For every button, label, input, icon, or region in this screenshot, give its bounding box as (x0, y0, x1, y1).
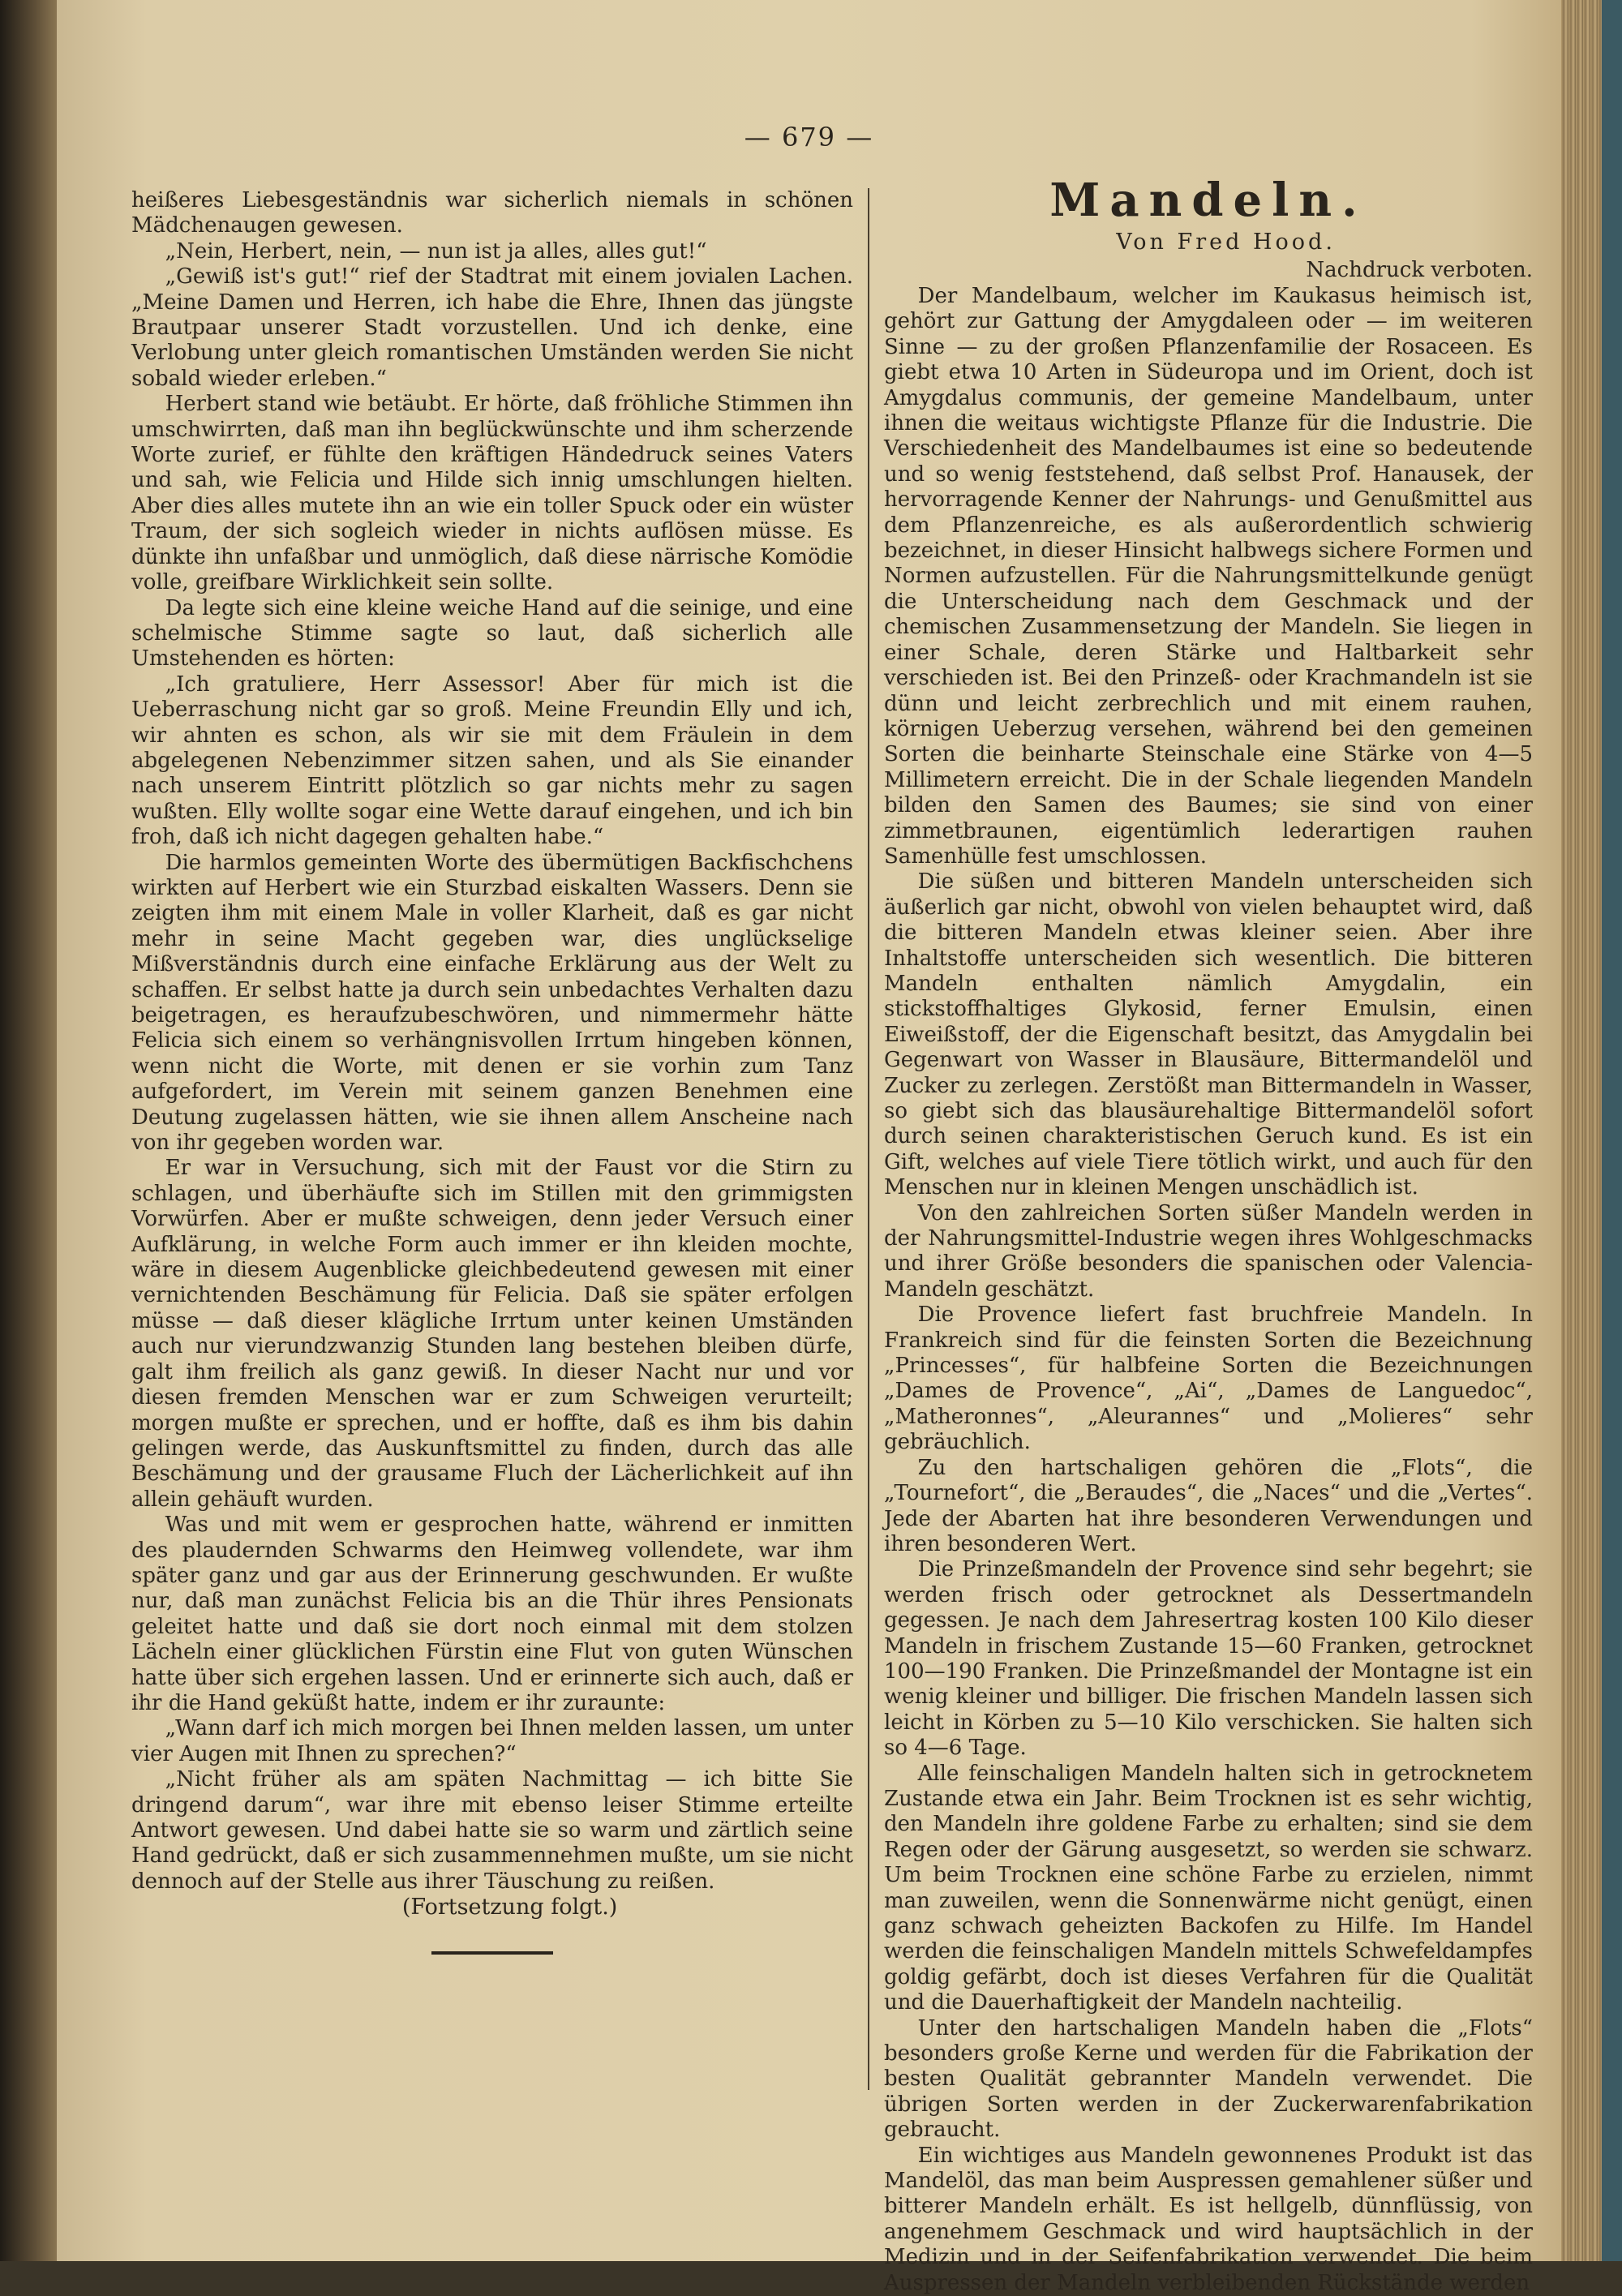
article-paragraph: Von den zahlreichen Sorten süßer Mandeln werden in der Nahrungsmittel-Industrie wegen ihres Wohlgeschmacks und ihrer Größe besonders die spanischen oder Valencia-Mandeln geschätzt. (884, 1200, 1533, 1302)
story-paragraph: „Wann darf ich mich morgen bei Ihnen melden lassen, um unter vier Augen mit Ihnen zu sprechen?“ (131, 1716, 853, 1766)
article-paragraph: Alle feinschaligen Mandeln halten sich in getrocknetem Zustande etwa ein Jahr. Beim Trocknen ist es sehr wichtig, den Mandeln ihre goldene Farbe zu erhalten; sind sie dem Regen oder der Gärung ausgesetzt, so werden sie schwarz. Um beim Trocknen eine schöne Farbe zu erzielen, nimmt man zuweilen, wenn die Sonnenwärme nicht genügt, einen ganz schwach geheizten Backofen zu Hilfe. Im Handel werden die feinschaligen Mandeln mittels Schwefeldampfes goldig gefärbt, doch ist dieses Verfahren für die Qualität und die Dauerhaftigkeit der Mandeln nachteilig. (884, 1761, 1533, 2015)
cover-edge (1602, 0, 1622, 2261)
story-paragraph: „Nein, Herbert, nein, — nun ist ja alles, alles gut!“ (165, 238, 707, 264)
article-byline: Von Fred Hood. (1116, 230, 1336, 255)
article-title: Mandeln. (1049, 174, 1367, 227)
column-divider (868, 188, 869, 2090)
article-paragraph: Die Provence liefert fast bruchfreie Mandeln. In Frankreich sind für die feinsten Sorten die Bezeichnung „Princesses“, für halbfeine Sorten die Bezeichnungen „Dames de Provence“, „Ai“, „Dames de Languedoc“, „Matheronnes“, „Aleurannes“ und „Molieres“ sehr gebräuchlich. (884, 1302, 1533, 1455)
story-paragraph: Die harmlos gemeinten Worte des übermütigen Backfischchens wirkten auf Herbert wie ein Sturzbad eiskalten Wassers. Denn sie zeigten ihm mit einem Male in voller Klarheit, daß es gar nicht mehr in seine Macht gegeben war, dies unglückselige Mißverständnis durch eine einfache Erklärung aus der Welt zu schaffen. Er selbst hatte ja durch sein unbedachtes Verhalten dazu beigetragen, es heraufzubeschwören, und nimmermehr hätte Felicia sich einem so verhängnisvollen Irrtum hingeben können, wenn nicht die Worte, mit denen er sie vorhin zum Tanz aufgefordert, im Verein mit seinem ganzen Benehmen eine Deutung zugelassen hätten, wie sie ihnen allem Anscheine nach von ihr gegeben worden war. (131, 850, 853, 1156)
reprint-notice: Nachdruck verboten. (1306, 258, 1533, 282)
story-paragraph: heißeres Liebesgeständnis war sicherlich niemals in schönen Mädchenaugen gewesen. (131, 188, 853, 238)
article-paragraph: Der Mandelbaum, welcher im Kaukasus heimisch ist, gehört zur Gattung der Amygdaleen oder — im weiteren Sinne — zu der großen Pflanzenfamilie der Rosaceen. Es giebt etwa 10 Arten in Südeuropa und im Orient, doch ist Amygdalus communis, der gemeine Mandelbaum, unter ihnen die weitaus wichtigste Pflanze für die Industrie. Die Verschiedenheit des Mandelbaumes ist eine so bedeutende und so wenig feststehend, daß selbst Prof. Hanausek, der hervorragende Kenner der Nahrungs- und Genußmittel aus dem Pflanzenreiche, es als außerordentlich schwierig bezeichnet, in dieser Hinsicht halbwegs sichere Formen und Normen aufzustellen. Für die Nahrungsmittelkunde genügt die Unterscheidung nach dem Geschmack und der chemischen Zusammensetzung der Mandeln. Sie liegen in einer Schale, deren Stärke und Haltbarkeit sehr verschieden ist. Bei den Prinzeß- oder Krachmandeln ist sie dünn und leicht zerbrechlich und mit einem rauhen, körnigen Ueberzug versehen, während bei den gemeinen Sorten die beinharte Steinschale eine Stärke von 4—5 Millimetern erreicht. Die in der Schale liegenden Mandeln bilden den Samen des Baumes; sie sind von einer zimmetbraunen, eigentümlich lederartigen rauhen Samenhülle fest umschlossen. (884, 284, 1533, 869)
story-paragraph: Da legte sich eine kleine weiche Hand auf die seinige, und eine schelmische Stimme sagte so laut, daß sicherlich alle Umstehenden es hörten: (131, 595, 853, 672)
story-paragraph: „Nicht früher als am späten Nachmittag — ich bitte Sie dringend darum“, war ihre mit ebenso leiser Stimme erteilte Antwort gewesen. Und dabei hatte sie so warm und zärtlich seine Hand gedrückt, daß er sich zusammennehmen mußte, um sie nicht dennoch auf der Stelle aus ihrer Täuschung zu reißen. (131, 1767, 853, 1894)
story-paragraph: „Gewiß ist's gut!“ rief der Stadtrat mit einem jovialen Lachen. „Meine Damen und Herren, ich habe die Ehre, Ihnen das jüngste Brautpaar unserer Stadt vorzustellen. Und ich denke, eine Verlobung unter gleich romantischen Umständen werden Sie nicht sobald wieder erleben.“ (131, 264, 853, 391)
continuation-note: (Fortsetzung folgt.) (401, 1895, 618, 1920)
story-paragraph: „Ich gratuliere, Herr Assessor! Aber für mich ist die Ueberraschung nicht gar so groß. Meine Freundin Elly und ich, wir ahnten es schon, als wir sie mit dem Fräulein in dem abgelegenen Nebenzimmer sitzen sahen, und als Sie einander nach unserem Eintritt plötzlich so gar nichts mehr zu sagen wußten. Elly wollte sogar eine Wette darauf eingehen, und ich bin froh, daß ich nicht dagegen gehalten habe.“ (131, 672, 853, 850)
article-paragraph: Ein wichtiges aus Mandeln gewonnenes Produkt ist das Mandelöl, das man beim Auspressen gemahlener süßer und bitterer Mandeln erhält. Es ist hellgelb, dünnflüssig, von angenehmem Geschmack und wird hauptsächlich in der Medizin und in der Seifenfabrikation verwendet. Die beim Auspressen der Mandeln verbleibenden Rückstände werden (884, 2143, 1533, 2295)
article-paragraph: Die süßen und bitteren Mandeln unterscheiden sich äußerlich gar nicht, obwohl von vielen behauptet wird, daß die bitteren Mandeln etwas kleiner seien. Aber ihre Inhaltstoffe unterscheiden sich wesentlich. Die bitteren Mandeln enthalten nämlich Amygdalin, ein stickstoffhaltiges Glykosid, ferner Emulsin, einen Eiweißstoff, der die Eigenschaft besitzt, das Amygdalin bei Gegenwart von Wasser in Blausäure, Bittermandelöl und Zucker zu zerlegen. Zerstößt man Bittermandeln in Wasser, so giebt sich das blausäurehaltige Bittermandelöl sofort durch seinen charakteristischen Geruch kund. Es ist ein Gift, welches auf viele Tiere tötlich wirkt, und auch für den Menschen nur in kleinen Mengen unschädlich ist. (884, 869, 1533, 1200)
article-paragraph: Zu den hartschaligen gehören die „Flots“, die „Tournefort“, die „Beraudes“, die „Naces“ und die „Vertes“. Jede der Abarten hat ihre besonderen Verwendungen und ihren besonderen Wert. (884, 1455, 1533, 1556)
page-number: — 679 — (744, 122, 874, 152)
end-rule (431, 1951, 553, 1955)
article-paragraph: Unter den hartschaligen Mandeln haben die „Flots“ besonders große Kerne und werden für die Fabrikation der besten Qualität gebrannter Mandeln verwendet. Die übrigen Sorten werden in der Zuckerwarenfabrikation gebraucht. (884, 2015, 1533, 2143)
article-paragraph: Die Prinzeßmandeln der Provence sind sehr begehrt; sie werden frisch oder getrocknet als Dessertmandeln gegessen. Je nach dem Jahresertrag kosten 100 Kilo dieser Mandeln in frischem Zustande 15—60 Franken, getrocknet 100—190 Franken. Die Prinzeßmandel der Montagne ist ein wenig kleiner und billiger. Die frischen Mandeln lassen sich leicht in Körben zu 5—10 Kilo verschicken. Sie halten sich so 4—6 Tage. (884, 1557, 1533, 1761)
binding-edge (0, 0, 57, 2261)
story-paragraph: Herbert stand wie betäubt. Er hörte, daß fröhliche Stimmen ihn umschwirrten, daß man ihn beglückwünschte und ihm scherzende Worte zurief, er fühlte den kräftigen Händedruck seines Vaters und sah, wie Felicia und Hilde sich innig umschlungen hielten. Aber dies alles mutete ihn an wie ein toller Spuck oder ein wüster Traum, der sich sogleich wieder in nichts auflösen müsse. Es dünkte ihn unfaßbar und unmöglich, daß diese närrische Komödie volle, greifbare Wirklichkeit sein sollte. (131, 392, 853, 595)
page (57, 0, 1561, 2295)
story-paragraph: Was und mit wem er gesprochen hatte, während er inmitten des plaudernden Schwarms den Heimweg vollendete, war ihm später ganz und gar aus der Erinnerung geschwunden. Er wußte nur, daß man zunächst Felicia bis an die Thür ihres Pensionats geleitet hatte und daß sie dort noch einmal mit dem stolzen Lächeln einer glücklichen Fürstin eine Flut von guten Wünschen hatte über sich ergehen lassen. Und er erinnerte sich auch, daß er ihr die Hand geküßt hatte, indem er ihr zuraunte: (131, 1513, 853, 1715)
story-paragraph: Er war in Versuchung, sich mit der Faust vor die Stirn zu schlagen, und überhäufte sich im Stillen mit den grimmigsten Vorwürfen. Aber er mußte schweigen, denn jeder Versuch einer Aufklärung, in welche Form auch immer er ihn kleiden mochte, wäre in diesem Augenblicke gleichbedeutend gewesen mit einer vernichtenden Beschämung für Felicia. Daß sie später erfolgen müsse — daß dieser klägliche Irrtum unter keinen Umständen auch nur vierundzwanzig Stunden lang bestehen bleiben dürfe, galt ihm freilich als ganz gewiß. In dieser Nacht nur und vor diesen fremden Menschen war er zum Schweigen verurteilt; morgen mußte er sprechen, und er hoffte, daß es ihm bis dahin gelingen werde, das Auskunftsmittel zu finden, durch das alle Beschämung und der grausame Fluch der Lächerlichkeit auf ihn allein gehäuft wurden. (131, 1156, 853, 1512)
right-column-article (884, 172, 1533, 2296)
left-column-story (131, 188, 853, 1955)
